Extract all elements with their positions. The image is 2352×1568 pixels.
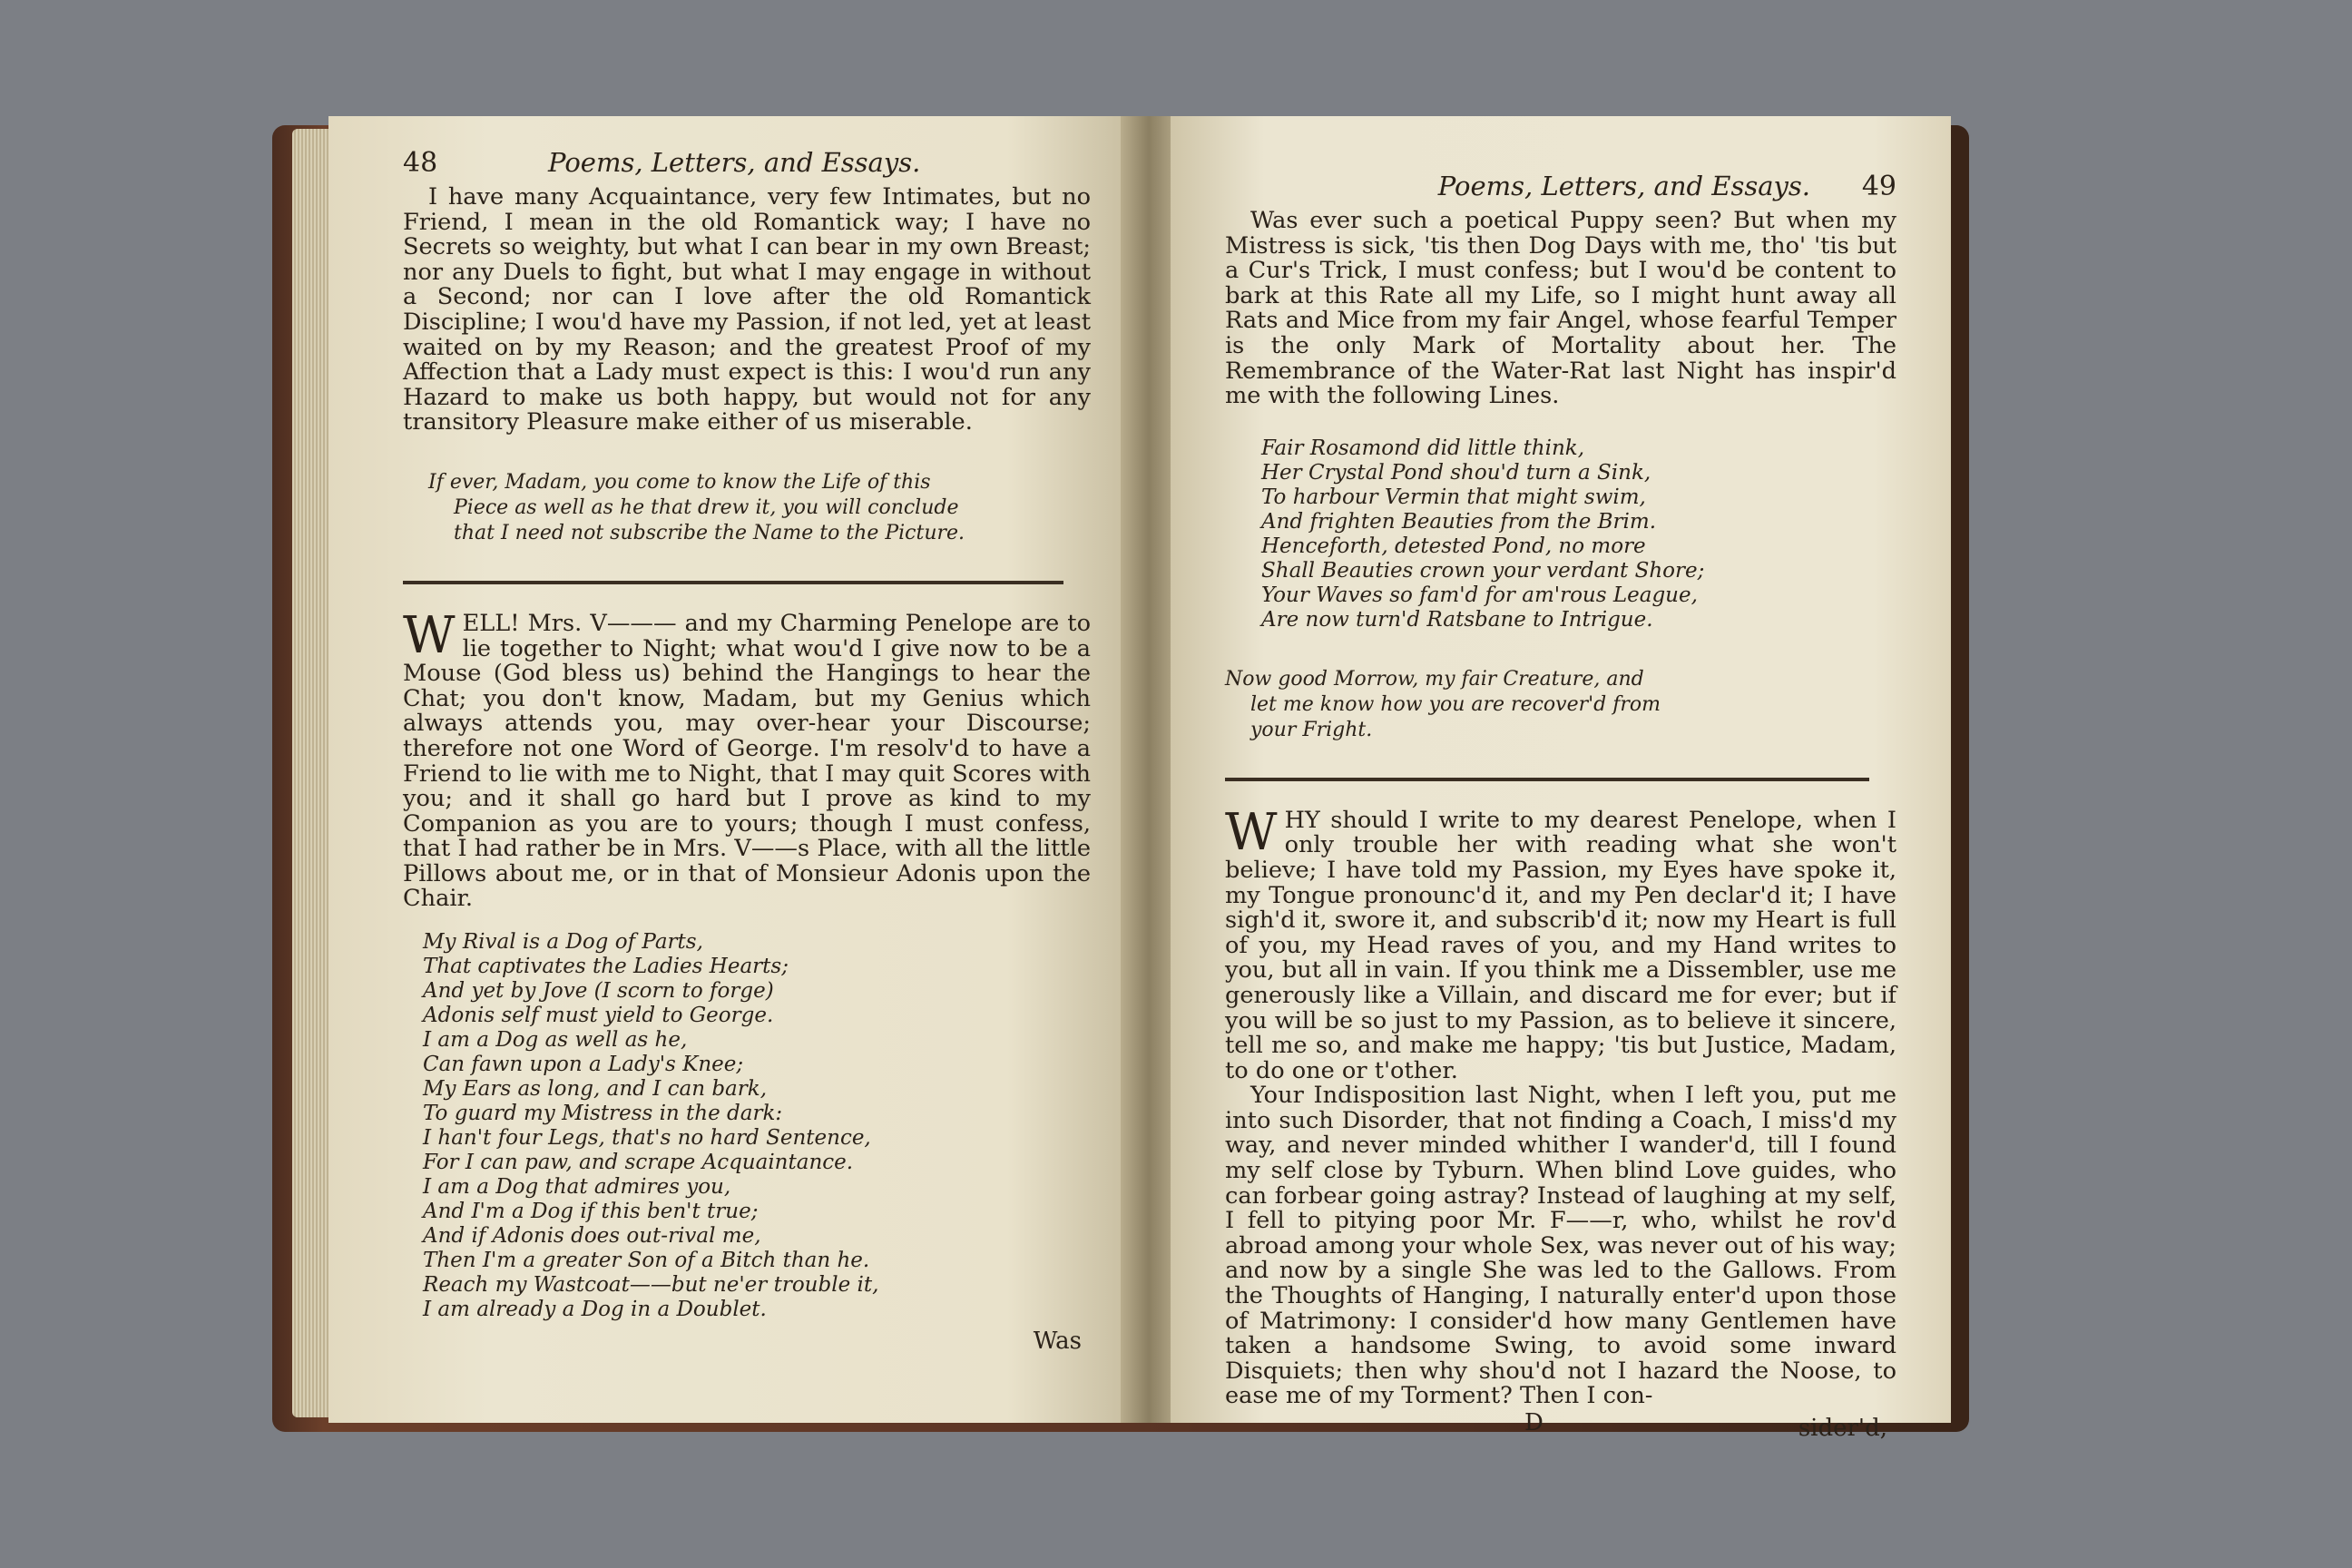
- right-page: [1171, 116, 1951, 1442]
- letter-paragraph: [1225, 802, 1896, 1084]
- catchword: Was: [1033, 1328, 1082, 1356]
- letter-text: HY should I write to my dearest Penelope, when I only trouble her with reading what she won't believe; I have told my Passion, my Eyes have spoke it, my Tongue pronounc'd it, and my Pen declar'd it; I have sigh'd it, swore it, and subscrib'd it; now my Heart is full of you, my Head raves of you, and my Hand writes to you, but all in vain. If you think me a Dissembler, use me generously like a Villain, and discard me for ever; but if you will be so just to my Passion, as to believe it sincere, tell me so, and make me happy; 'tis but Justice, Madam, to do one or t'other.: [1225, 806, 1896, 1084]
- open-book: [272, 116, 1969, 1442]
- drop-cap: W: [1225, 802, 1278, 862]
- note-line: let me know how you are recover'd from: [1250, 692, 1661, 716]
- poem-line: My Rival is a Dog of Parts,: [423, 930, 703, 955]
- poem-line: Adonis self must yield to George.: [423, 1004, 774, 1028]
- poem-line: And I'm a Dog if this ben't true;: [423, 1200, 759, 1224]
- poem-line: Her Crystal Pond shou'd turn a Sink,: [1261, 460, 1651, 485]
- catchword: sider'd,: [1798, 1415, 1887, 1442]
- left-page-header: [403, 147, 1091, 185]
- paragraph: Was ever such a poetical Puppy seen? But when my Mistress is sick, 'tis then Dog Days with me, tho' 'tis but a Cur's Trick, I must confess; but I wou'd be content to bark at this Rate all my Life, so I might hunt away all Rats and Mice from my fair Angel, whose fearful Temper is the only Mark of Mortality about her. The Remembrance of the Water-Rat last Night has inspir'd me with the following Lines.: [1225, 207, 1896, 410]
- signature-letter: D: [1524, 1409, 1544, 1436]
- poem-line: That captivates the Ladies Hearts;: [423, 955, 789, 979]
- poem-line: I am a Dog as well as he,: [423, 1028, 688, 1053]
- poem-line: Then I'm a greater Son of a Bitch than he.: [423, 1249, 870, 1273]
- running-title: Poems, Letters, and Essays.: [1437, 171, 1810, 201]
- right-page-header: [1225, 171, 1896, 209]
- note-line: that I need not subscribe the Name to the Picture.: [454, 521, 965, 544]
- poem-line: And yet by Jove (I scorn to forge): [423, 979, 774, 1004]
- page-number: 49: [1861, 171, 1896, 202]
- italic-note: [1225, 667, 1896, 743]
- note-line: If ever, Madam, you come to know the Life of this: [428, 470, 931, 494]
- poem-line: To harbour Vermin that might swim,: [1261, 485, 1646, 509]
- poem-line: And frighten Beauties from the Brim.: [1261, 509, 1657, 534]
- page-number: 48: [403, 147, 438, 179]
- poem-line: To guard my Mistress in the dark:: [423, 1102, 783, 1126]
- poem-line: For I can paw, and scrape Acquaintance.: [423, 1151, 854, 1175]
- paragraph: Your Indisposition last Night, when I left you, put me into such Disorder, that not finding a Coach, I miss'd my way, and never minded whither I wander'd, till I found my self close by Tyburn. When blind Love guides, who can forbear going astray? Instead of laughing at my self, I fell to pitying poor Mr. F——r, who, whilst he rov'd abroad among your whole Sex, was never out of his way; and now by a single She was led to the Gallows. From the Thoughts of Hanging, I naturally enter'd upon those of Matrimony: I consider'd how many Gentlemen have taken a handsome Swing, to avoid some inward Disquiets; then why shou'd not I hazard the Noose, to ease me of my Torment? Then I con-: [1225, 1082, 1896, 1410]
- note-line: Now good Morrow, my fair Creature, and: [1225, 667, 1644, 691]
- poem-line: My Ears as long, and I can bark,: [423, 1077, 768, 1102]
- paragraph: I have many Acquaintance, very few Intimates, but no Friend, I mean in the old Romantick way; I have no Secrets so weighty, but what I can bear in my own Breast; nor any Duels to fight, but what I may engage in without a Second; nor can I love after the old Romantick Discipline; I wou'd have my Passion, if not led, yet at least waited on by my Reason; and the greatest Proof of my Affection that a Lady must expect is this: I wou'd run any Hazard to make us both happy, but would not for any transitory Pleasure make either of us miserable.: [403, 183, 1091, 436]
- poem-line: Fair Rosamond did little think,: [1261, 436, 1585, 460]
- poem-line: Your Waves so fam'd for am'rous League,: [1261, 583, 1698, 607]
- running-title: Poems, Letters, and Essays.: [548, 147, 921, 178]
- left-page: [328, 116, 1127, 1423]
- italic-note: [428, 470, 1091, 546]
- book-gutter: [1121, 116, 1177, 1423]
- note-line: Piece as well as he that drew it, you will conclude: [454, 495, 959, 519]
- poem-line: I han't four Legs, that's no hard Sentence,: [423, 1126, 871, 1151]
- poem-line: Reach my Wastcoat——but ne'er trouble it,: [423, 1273, 879, 1298]
- poem-line: I am already a Dog in a Doublet.: [423, 1298, 767, 1322]
- section-divider: [1225, 778, 1869, 781]
- poem-line: I am a Dog that admires you,: [423, 1175, 731, 1200]
- poem-line: Are now turn'd Ratsbane to Intrigue.: [1261, 607, 1653, 632]
- poem: [423, 930, 1091, 1322]
- note-line: your Fright.: [1250, 718, 1373, 741]
- poem-line: Henceforth, detested Pond, no more: [1261, 534, 1646, 558]
- letter-text: ELL! Mrs. V——— and my Charming Penelope are to lie together to Night; what wou'd I give now to be a Mouse (God bless us) behind the Hangings to hear the Chat; you don't know, Madam, but my Genius which always attends you, may over-hear your Discourse; therefore not one Word of George. I'm resolv'd to have a Friend to lie with me to Night, that I may quit Scores with you; and it shall go hard but I prove as kind to my Companion as you are to yours; though I must confess, that I had rather be in Mrs. V——s Place, with all the little Pillows about me, or in that of Monsieur Adonis upon the Chair.: [403, 609, 1091, 913]
- poem: [1261, 436, 1896, 632]
- section-divider: [403, 581, 1063, 584]
- letter-paragraph: [403, 605, 1091, 913]
- poem-line: Shall Beauties crown your verdant Shore;: [1261, 558, 1705, 583]
- poem-line: And if Adonis does out-rival me,: [423, 1224, 761, 1249]
- poem-line: Can fawn upon a Lady's Knee;: [423, 1053, 744, 1077]
- drop-cap: W: [403, 605, 456, 665]
